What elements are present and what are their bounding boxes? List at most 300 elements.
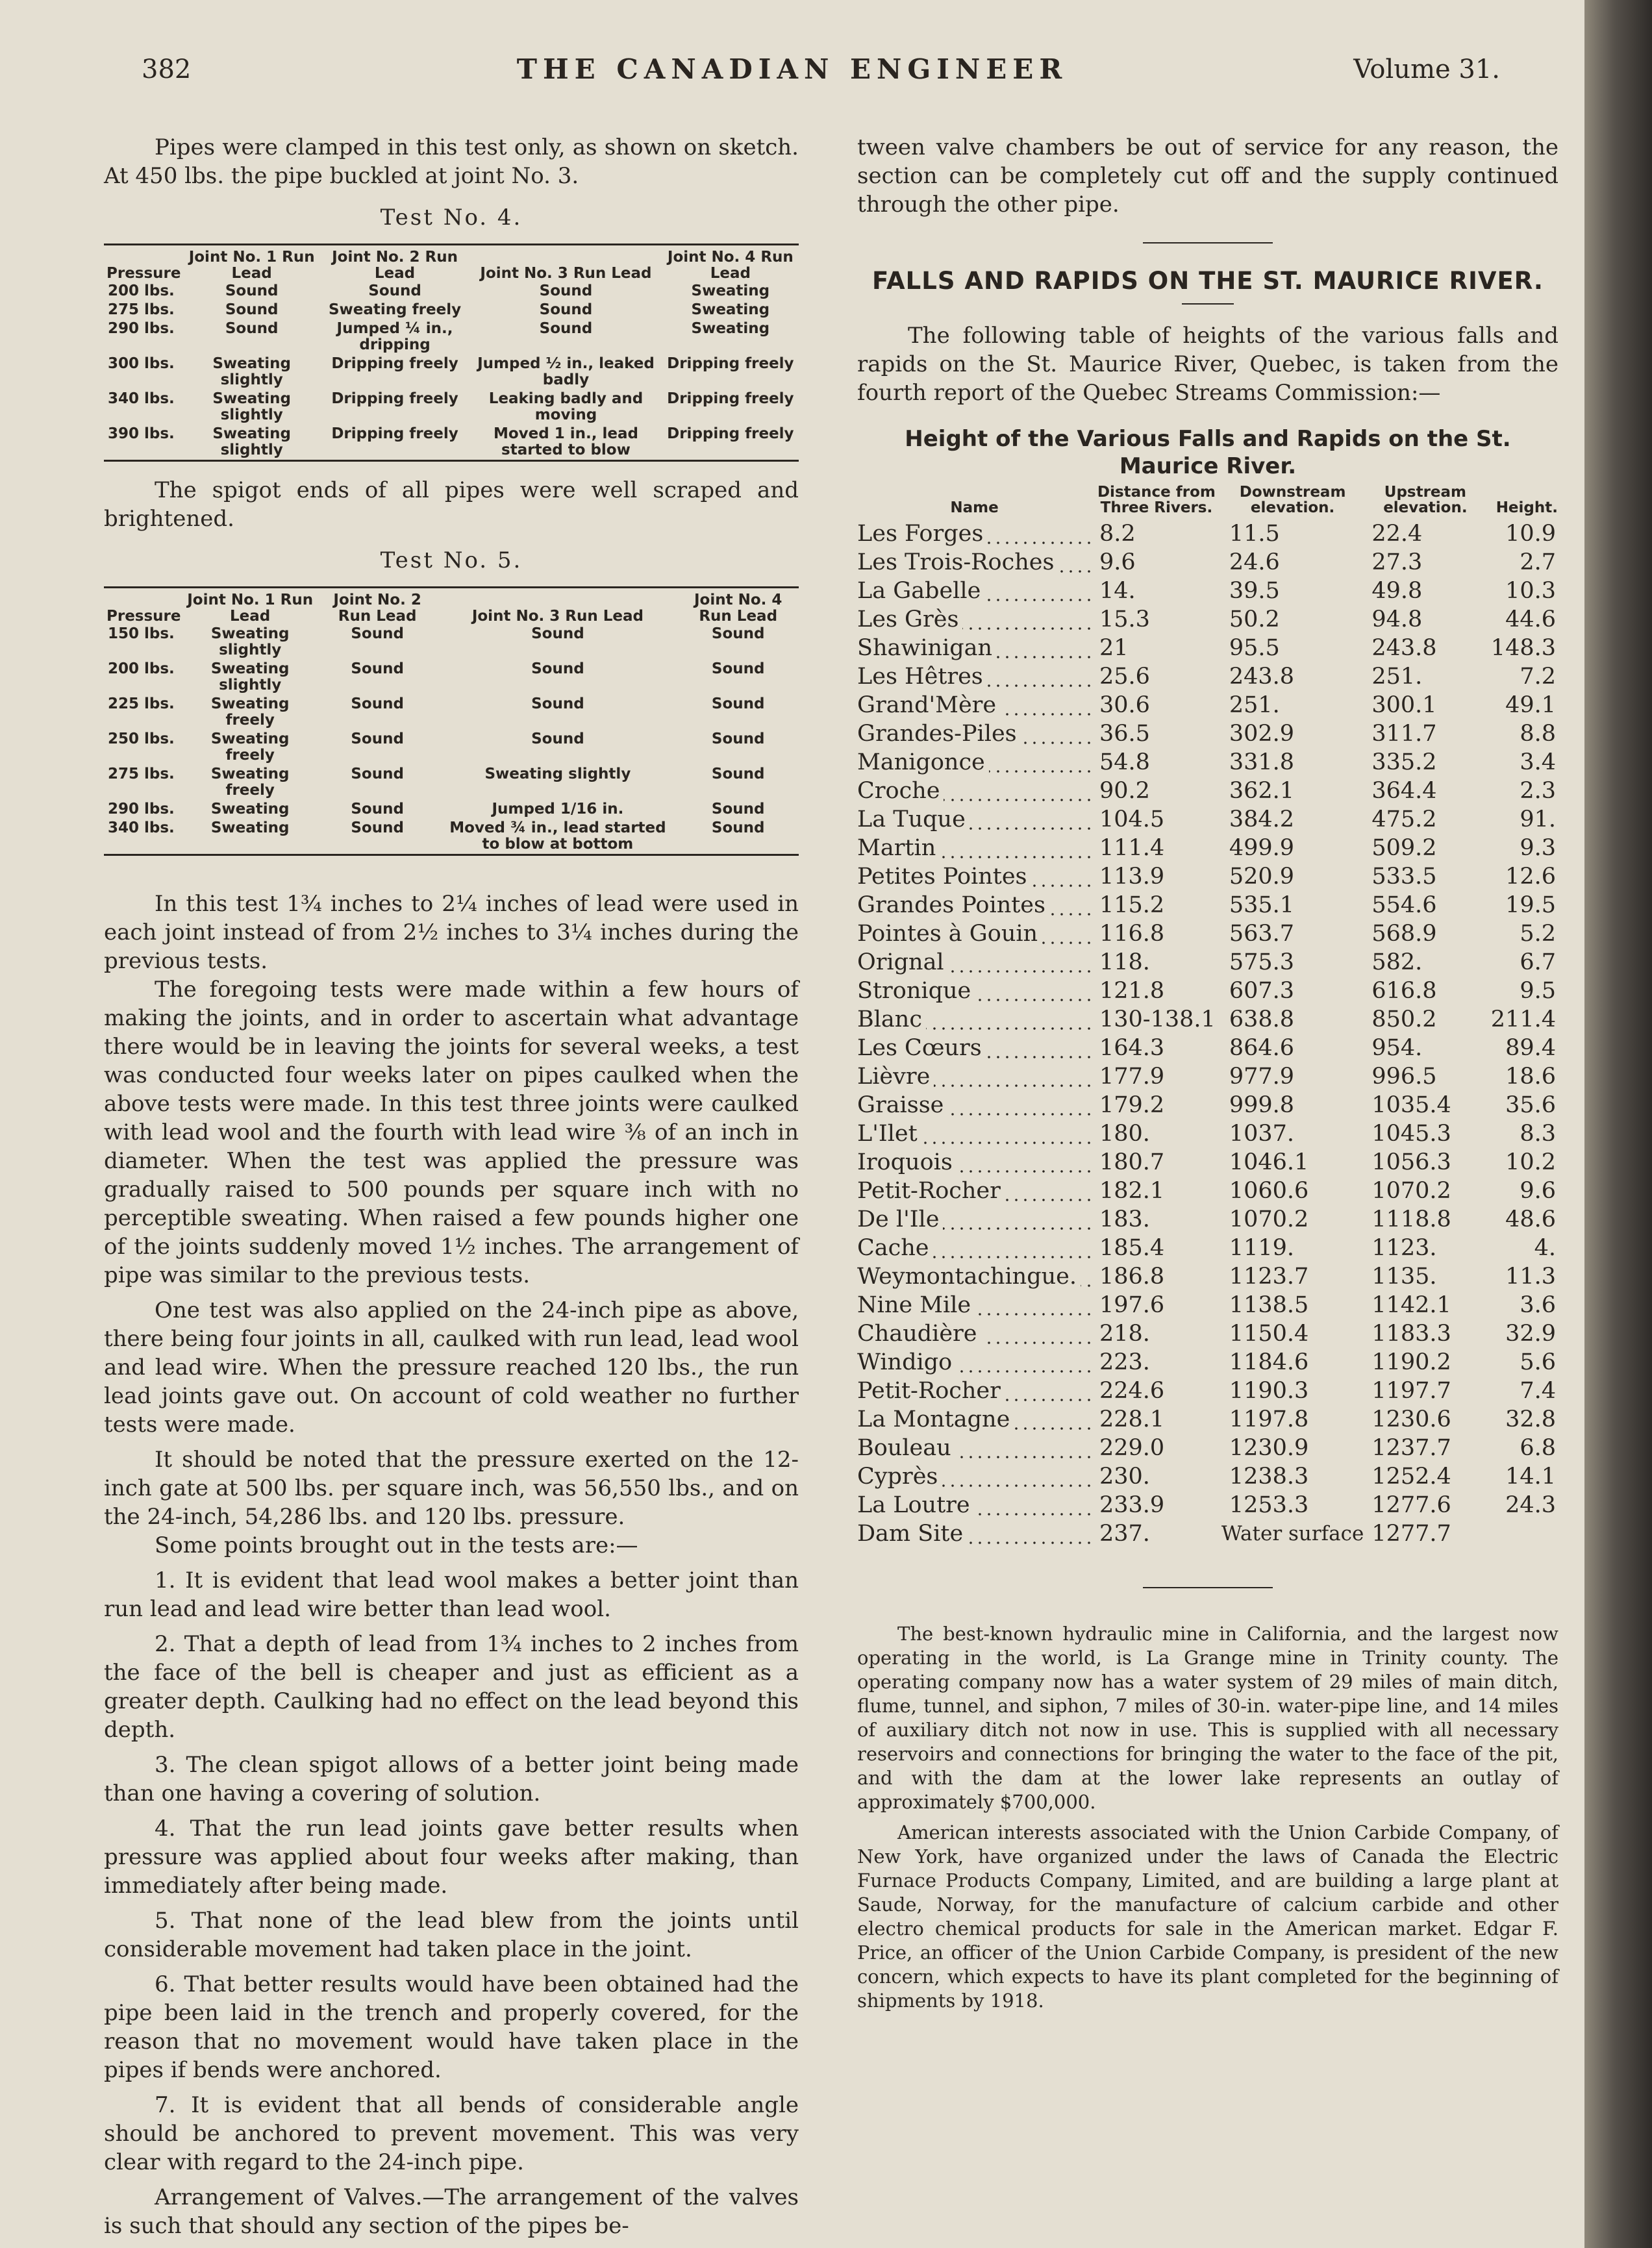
value-cell: 7.4 [1520, 1378, 1556, 1404]
result-cell: Jumped ½ in., leaked badly [477, 355, 655, 388]
result-cell: Sweating slightly [212, 425, 291, 458]
value-cell: 91. [1520, 806, 1556, 832]
table-row [857, 519, 1558, 548]
value-cell: 302.9 [1229, 721, 1295, 747]
result-cell: Dripping freely [331, 390, 458, 407]
value-cell: 183. [1099, 1206, 1150, 1232]
value-cell: 1184.6 [1229, 1349, 1309, 1375]
result-cell: Sound [225, 320, 279, 337]
result-cell: Sweating freely [210, 731, 290, 764]
pressure-cell: 300 lbs. [108, 355, 175, 372]
result-cell: Sweating slightly [484, 766, 631, 782]
fall-name-cell [857, 1034, 1092, 1062]
value-cell: 230. [1099, 1464, 1150, 1490]
value-cell: 44.6 [1505, 606, 1556, 632]
value-cell: 996.5 [1371, 1064, 1437, 1090]
fall-name: Petit-Rocher [857, 1378, 1005, 1404]
table-row [857, 719, 1558, 748]
result-cell: Sound [539, 301, 593, 318]
value-cell: 89.4 [1505, 1035, 1556, 1061]
fall-name-cell [857, 691, 1092, 719]
test5-title: Test No. 5. [380, 547, 523, 573]
value-cell: 50.2 [1229, 606, 1280, 632]
col-name: Name [950, 499, 999, 516]
fall-name-cell [857, 1319, 1092, 1348]
body-paragraph: 5. That none of the lead blew from the joints until considerable movement had taken place in the joint. [104, 1908, 799, 1962]
col-downstream: Downstream elevation. [1239, 484, 1346, 516]
value-cell: 8.3 [1520, 1121, 1556, 1147]
article-title: FALLS AND RAPIDS ON THE ST. MAURICE RIVER. [872, 267, 1544, 295]
value-cell: 850.2 [1371, 1006, 1437, 1032]
article-intro: The following table of heights of the various falls and rapids on the St. Maurice River, Quebec, is taken from the fourth report of the Quebec Streams Commission:— [857, 323, 1558, 406]
fall-name: Windigo [857, 1349, 956, 1375]
result-cell: Dripping freely [667, 390, 794, 407]
fall-name: Stronique [857, 978, 975, 1004]
pressure-cell: 200 lbs. [108, 660, 175, 677]
fall-name: Croche [857, 778, 944, 804]
result-cell: Sound [351, 695, 404, 712]
table-row [104, 282, 799, 301]
value-cell: 1138.5 [1229, 1292, 1309, 1318]
result-cell: Leaking badly and moving [488, 390, 644, 423]
value-cell: 2.3 [1520, 778, 1556, 804]
value-cell: 1119. [1229, 1235, 1295, 1261]
value-cell: 19.5 [1505, 892, 1556, 918]
falls-table-title: Height of the Various Falls and Rapids on the St. Maurice River. [905, 426, 1511, 479]
body-paragraph: 1. It is evident that lead wool makes a better joint than run lead and lead wire better than lead wool. [104, 1567, 799, 1622]
fall-name-cell [857, 519, 1092, 548]
pressure-cell: 275 lbs. [108, 766, 175, 782]
value-cell: 11.5 [1229, 521, 1280, 547]
fall-name: Cache [857, 1235, 933, 1261]
table-row [857, 1377, 1558, 1405]
header-cell: Joint No. 1 Run Lead [187, 592, 314, 625]
table-row [857, 1491, 1558, 1519]
table-row [104, 425, 799, 461]
value-cell: 9.6 [1520, 1178, 1556, 1204]
table-row [857, 1205, 1558, 1234]
fall-name: Grandes-Piles [857, 721, 1021, 747]
value-cell: 115.2 [1099, 892, 1165, 918]
table-row [857, 691, 1558, 719]
fall-name-cell [857, 1462, 1092, 1491]
value-cell: 197.6 [1099, 1292, 1165, 1318]
header-cell: Joint No. 3 Run Lead [471, 608, 644, 625]
table-row [104, 625, 799, 660]
divider [1143, 1587, 1273, 1588]
table-row [104, 660, 799, 695]
result-cell: Sweating [691, 301, 770, 318]
body-paragraph: One test was also applied on the 24-inch pipe as above, there being four joints in all, caulked with run lead, lead wool and lead wire. When the pressure reached 120 lbs., the run lead joints gave out. On account of cold weather no further tests were made. [104, 1297, 799, 1438]
fall-name: Petites Pointes [857, 864, 1031, 890]
value-cell: 12.6 [1505, 864, 1556, 890]
table-row [857, 1291, 1558, 1319]
result-cell: Sound [351, 801, 404, 818]
value-cell: 300.1 [1371, 692, 1437, 718]
pressure-cell: 250 lbs. [108, 731, 175, 747]
table-row [857, 1091, 1558, 1119]
pressure-cell: 290 lbs. [108, 801, 175, 818]
table-row [857, 1177, 1558, 1205]
value-cell: 1230.6 [1371, 1406, 1451, 1432]
value-cell: 148.3 [1490, 635, 1556, 661]
carbide-note: American interests associated with the Union Carbide Company, of New York, have organized under the laws of Canada the Electric Furnace Products Company, Limited, and are building a large plant at Saude, Norway, for the manufacture of calcium carbide and other electro chemical products for sale in the American market. Edgar F. Price, an officer of the Union Carbide Company, is president of the new concern, which expects to have its plant completed for the beginning of shipments by 1918. [857, 1821, 1558, 2012]
result-cell: Dripping freely [331, 355, 458, 372]
fall-name-cell [857, 805, 1092, 834]
value-cell: 49.8 [1371, 578, 1423, 604]
value-cell: 39.5 [1229, 578, 1280, 604]
fall-name: Dam Site [857, 1521, 967, 1547]
fall-name: Chaudière [857, 1321, 981, 1347]
fall-name: Les Trois-Roches [857, 549, 1058, 575]
value-cell: 94.8 [1371, 606, 1423, 632]
table-row [857, 1262, 1558, 1291]
value-cell: 164.3 [1099, 1035, 1165, 1061]
value-cell: 111.4 [1099, 835, 1165, 861]
value-cell: 228.1 [1099, 1406, 1165, 1432]
value-cell: 180. [1099, 1121, 1150, 1147]
fall-name: Martin [857, 835, 940, 861]
intro-paragraph: Pipes were clamped in this test only, as shown on sketch. At 450 lbs. the pipe buckled at joint No. 3. [104, 134, 799, 189]
result-cell: Sound [711, 766, 765, 782]
fall-name: De l'Ile [857, 1206, 943, 1232]
value-cell: 185.4 [1099, 1235, 1165, 1261]
fall-name: L'Ilet [857, 1121, 921, 1147]
value-cell: 520.9 [1229, 864, 1295, 890]
value-cell: 1070.2 [1371, 1178, 1451, 1204]
fall-name-cell [857, 948, 1092, 977]
value-cell: 1277.6 [1371, 1492, 1451, 1518]
value-cell: 1237.7 [1371, 1435, 1451, 1461]
value-cell: 233.9 [1099, 1492, 1165, 1518]
result-cell: Jumped ¼ in., dripping [336, 320, 453, 353]
value-cell: 999.8 [1229, 1092, 1295, 1118]
value-cell: 1277.7 [1371, 1521, 1451, 1547]
body-paragraph: The foregoing tests were made within a few hours of making the joints, and in order to ascertain what advantage there would be in leaving the joints for several weeks, a test was conducted four weeks later on pipes caulked when the above tests were made. In this test three joints were caulked with lead wool and the fourth with lead wire ⅜ of an inch in diameter. When the test was applied the pressure was gradually raised to 500 pounds per square inch with no perceptible sweating. When raised a few pounds higher one of the joints suddenly moved 1½ inches. The arrangement of pipe was similar to the previous tests. [104, 977, 799, 1288]
value-cell: 1135. [1371, 1264, 1437, 1290]
value-cell: 535.1 [1229, 892, 1295, 918]
fall-name-cell [857, 1377, 1092, 1405]
value-cell: 3.4 [1520, 749, 1556, 775]
table-row [104, 730, 799, 765]
result-cell: Sound [351, 660, 404, 677]
value-cell: 1070.2 [1229, 1206, 1309, 1232]
table-row [857, 1062, 1558, 1091]
table-row [857, 919, 1558, 948]
fall-name-cell [857, 548, 1092, 577]
result-cell: Sound [531, 731, 584, 747]
value-cell: 364.4 [1371, 778, 1437, 804]
value-cell: 1230.9 [1229, 1435, 1309, 1461]
result-cell: Sweating slightly [212, 355, 291, 388]
value-cell: 7.2 [1520, 664, 1556, 690]
value-cell: 21 [1099, 635, 1129, 661]
fall-name: Les Forges [857, 521, 987, 547]
table-row [104, 301, 799, 319]
result-cell: Sweating freely [328, 301, 462, 318]
value-cell: 1183.3 [1371, 1321, 1451, 1347]
body-paragraph: 2. That a depth of lead from 1¾ inches to 2 inches from the face of the bell is cheaper and just as efficient as a greater depth. Caulking had no effect on the lead beyond this depth. [104, 1631, 799, 1743]
value-cell: 211.4 [1490, 1006, 1556, 1032]
pressure-cell: 275 lbs. [108, 301, 175, 318]
value-cell: 864.6 [1229, 1035, 1295, 1061]
result-cell: Sound [711, 731, 765, 747]
value-cell: 104.5 [1099, 806, 1165, 832]
result-cell: Sound [531, 625, 584, 642]
value-cell: 335.2 [1371, 749, 1437, 775]
table-row [857, 662, 1558, 691]
value-cell: 1046.1 [1229, 1149, 1309, 1175]
value-cell: 95.5 [1229, 635, 1280, 661]
fall-name-cell [857, 1205, 1092, 1234]
fall-name-cell [857, 1434, 1092, 1462]
value-cell: 229.0 [1099, 1435, 1165, 1461]
value-cell: 1056.3 [1371, 1149, 1451, 1175]
fall-name-cell [857, 891, 1092, 919]
right-column [857, 133, 1558, 2013]
header-cell: Joint No. 1 Run Lead [188, 249, 315, 282]
table-row [857, 577, 1558, 605]
value-cell: 1142.1 [1371, 1292, 1451, 1318]
mine-note: The best-known hydraulic mine in California, and the largest now operating in the world, is La Grange mine in Trinity county. The operating company now has a water system of 29 miles of main ditch, flume, tunnel, and siphon, 7 miles of 30-in. water-pipe line, and 14 miles of auxiliary ditch not now in use. This is supplied with all necessary reservoirs and connections for bringing the water to the face of the pit, and with the dam at the lower lake represents an outlay of approximately $700,000. [857, 1623, 1558, 1813]
table-row [857, 748, 1558, 777]
table-row [857, 862, 1558, 891]
value-cell: 1238.3 [1229, 1464, 1309, 1490]
value-cell: 3.6 [1520, 1292, 1556, 1318]
value-cell: 1150.4 [1229, 1321, 1309, 1347]
test5-table [104, 586, 799, 856]
value-cell: 1197.7 [1371, 1378, 1451, 1404]
fall-name: Lièvre [857, 1064, 934, 1090]
value-cell: 113.9 [1099, 864, 1165, 890]
page-number: 382 [142, 55, 192, 84]
value-cell: 1035.4 [1371, 1092, 1451, 1118]
value-cell: 179.2 [1099, 1092, 1165, 1118]
value-cell: 2.7 [1520, 549, 1556, 575]
fall-name: Les Cœurs [857, 1035, 986, 1061]
value-cell: 15.3 [1099, 606, 1150, 632]
value-cell: 1190.2 [1371, 1349, 1451, 1375]
fall-name: La Loutre [857, 1492, 974, 1518]
table-row [857, 1319, 1558, 1348]
value-cell: 1190.3 [1229, 1378, 1309, 1404]
fall-name: Grandes Pointes [857, 892, 1049, 918]
value-cell: 554.6 [1371, 892, 1437, 918]
value-cell: 582. [1371, 949, 1423, 975]
result-cell: Sound [539, 282, 593, 299]
value-cell: 1252.4 [1371, 1464, 1451, 1490]
fall-name-cell [857, 1148, 1092, 1177]
fall-name-cell [857, 748, 1092, 777]
value-cell: 563.7 [1229, 921, 1295, 947]
fall-name-cell [857, 834, 1092, 862]
table-row [857, 805, 1558, 834]
value-cell: 954. [1371, 1035, 1423, 1061]
value-cell: 121.8 [1099, 978, 1165, 1004]
value-cell: 331.8 [1229, 749, 1295, 775]
fall-name: Weymontachingue. [857, 1264, 1081, 1290]
fall-name-cell [857, 977, 1092, 1005]
fall-name-cell [857, 862, 1092, 891]
body-paragraph: 3. The clean spigot allows of a better joint being made than one having a covering of solution. [104, 1752, 799, 1806]
body-paragraph: Some points brought out in the tests are:— [155, 1532, 638, 1558]
result-cell: Moved 1 in., lead started to blow [493, 425, 638, 458]
table-row [857, 1462, 1558, 1491]
table-row [857, 605, 1558, 634]
value-cell: 607.3 [1229, 978, 1295, 1004]
value-cell: 11.3 [1505, 1264, 1556, 1290]
value-cell: 575.3 [1229, 949, 1295, 975]
pressure-cell: 150 lbs. [108, 625, 175, 642]
value-cell: 499.9 [1229, 835, 1295, 861]
result-cell: Sound [225, 301, 279, 318]
fall-name: Petit-Rocher [857, 1178, 1005, 1204]
col-distance: Distance from Three Rivers. [1097, 484, 1216, 516]
result-cell: Sound [225, 282, 279, 299]
table-row [857, 634, 1558, 662]
table-row [857, 1519, 1558, 1548]
result-cell: Sound [351, 731, 404, 747]
fall-name: Iroquois [857, 1149, 957, 1175]
fall-name-cell [857, 1519, 1092, 1548]
result-cell: Jumped 1/16 in. [492, 801, 624, 818]
body-paragraph: Arrangement of Valves.—The arrangement of the valves is such that should any section of the pipes be- [104, 2184, 799, 2239]
value-cell: 8.8 [1520, 721, 1556, 747]
value-cell: 10.9 [1505, 521, 1556, 547]
table-row [857, 777, 1558, 805]
result-cell: Moved ¾ in., lead started to blow at bottom [449, 819, 666, 853]
value-cell: 9.5 [1520, 978, 1556, 1004]
table-row [104, 800, 799, 819]
fall-name: La Montagne [857, 1406, 1014, 1432]
result-cell: Sound [351, 625, 404, 642]
value-cell: 533.5 [1371, 864, 1437, 890]
value-cell: 130-138.1 [1099, 1006, 1216, 1032]
fall-name-cell [857, 577, 1092, 605]
table-row [857, 891, 1558, 919]
result-cell: Sound [711, 801, 765, 818]
result-cell: Sweating slightly [212, 390, 291, 423]
value-cell: 32.8 [1505, 1406, 1556, 1432]
fall-name: Bouleau [857, 1435, 955, 1461]
spigot-paragraph: The spigot ends of all pipes were well scraped and brightened. [104, 477, 799, 532]
table-row [104, 765, 799, 800]
value-cell: 14. [1099, 578, 1136, 604]
pressure-cell: 225 lbs. [108, 695, 175, 712]
result-cell: Sweating [210, 801, 290, 818]
value-cell: 186.8 [1099, 1264, 1165, 1290]
value-cell: 30.6 [1099, 692, 1150, 718]
journal-title: THE CANADIAN ENGINEER [516, 53, 1068, 85]
table-row [857, 834, 1558, 862]
table-row [104, 695, 799, 730]
value-cell: 9.3 [1520, 835, 1556, 861]
table-row [857, 1034, 1558, 1062]
value-cell: 243.8 [1229, 664, 1295, 690]
value-cell: 224.6 [1099, 1378, 1165, 1404]
pressure-cell: 290 lbs. [108, 320, 175, 337]
col-upstream: Upstream elevation. [1383, 484, 1468, 516]
header-cell: Joint No. 2 Run Lead [332, 249, 458, 282]
value-cell: 5.6 [1520, 1349, 1556, 1375]
table-row [857, 1119, 1558, 1148]
value-cell: 616.8 [1371, 978, 1437, 1004]
result-cell: Dripping freely [667, 355, 794, 372]
fall-name-cell [857, 1062, 1092, 1091]
table-row [857, 948, 1558, 977]
value-cell: 5.2 [1520, 921, 1556, 947]
value-cell: 22.4 [1371, 521, 1423, 547]
value-cell: 54.8 [1099, 749, 1150, 775]
header-cell: Joint No. 3 Run Lead [480, 265, 652, 282]
table-row [857, 1405, 1558, 1434]
value-cell: 251. [1371, 664, 1423, 690]
header-cell: Pressure [106, 265, 181, 282]
value-cell: 243.8 [1371, 635, 1437, 661]
result-cell: Sweating slightly [210, 660, 290, 693]
value-cell: 116.8 [1099, 921, 1165, 947]
result-cell: Sound [711, 695, 765, 712]
value-cell: 237. [1099, 1521, 1150, 1547]
value-cell: 1123.7 [1229, 1264, 1309, 1290]
value-cell: 1045.3 [1371, 1121, 1451, 1147]
fall-name: Manigonce [857, 749, 989, 775]
value-cell: 223. [1099, 1349, 1150, 1375]
value-cell: 24.3 [1505, 1492, 1556, 1518]
fall-name: Shawinigan [857, 635, 996, 661]
body-paragraph: 7. It is evident that all bends of considerable angle should be anchored to prevent movement. This was very clear with regard to the 24-inch pipe. [104, 2092, 799, 2175]
table-row [104, 355, 799, 390]
divider-small [1182, 303, 1234, 305]
fall-name: Pointes à Gouin [857, 921, 1042, 947]
result-cell: Sweating [691, 320, 770, 337]
result-cell: Sound [368, 282, 421, 299]
value-cell: 18.6 [1505, 1064, 1556, 1090]
result-cell: Sound [531, 660, 584, 677]
fall-name-cell [857, 1234, 1092, 1262]
body-paragraph: In this test 1¾ inches to 2¼ inches of lead were used in each joint instead of from 2½ inches to 3¼ inches during the previous tests. [104, 891, 799, 974]
header-cell: Joint No. 2 Run Lead [333, 592, 421, 625]
fall-name-cell [857, 1291, 1092, 1319]
pressure-cell: 340 lbs. [108, 390, 175, 407]
value-cell: 311.7 [1371, 721, 1437, 747]
pressure-cell: 390 lbs. [108, 425, 175, 442]
value-cell: 35.6 [1505, 1092, 1556, 1118]
result-cell: Dripping freely [331, 425, 458, 442]
value-cell: 10.2 [1505, 1149, 1556, 1175]
value-cell: 1123. [1371, 1235, 1437, 1261]
value-cell: 14.1 [1505, 1464, 1556, 1490]
value-cell: 177.9 [1099, 1064, 1165, 1090]
value-cell: 49.1 [1505, 692, 1556, 718]
fall-name-cell [857, 662, 1092, 691]
fall-name-cell [857, 634, 1092, 662]
table-row [857, 1348, 1558, 1377]
fall-name-cell [857, 1177, 1092, 1205]
value-cell: 1060.6 [1229, 1178, 1309, 1204]
fall-name: Orignal [857, 949, 948, 975]
value-cell: 9.6 [1099, 549, 1136, 575]
result-cell: Sound [351, 766, 404, 782]
left-body-text [104, 890, 799, 2240]
value-cell: 32.9 [1505, 1321, 1556, 1347]
value-cell: 638.8 [1229, 1006, 1295, 1032]
result-cell: Sweating [691, 282, 770, 299]
result-cell: Sweating freely [210, 695, 290, 729]
value-cell: 475.2 [1371, 806, 1437, 832]
col-height: Height. [1496, 499, 1558, 516]
body-paragraph: 4. That the run lead joints gave better results when pressure was applied about four weeks after making, than immediately after being made. [104, 1816, 799, 1899]
